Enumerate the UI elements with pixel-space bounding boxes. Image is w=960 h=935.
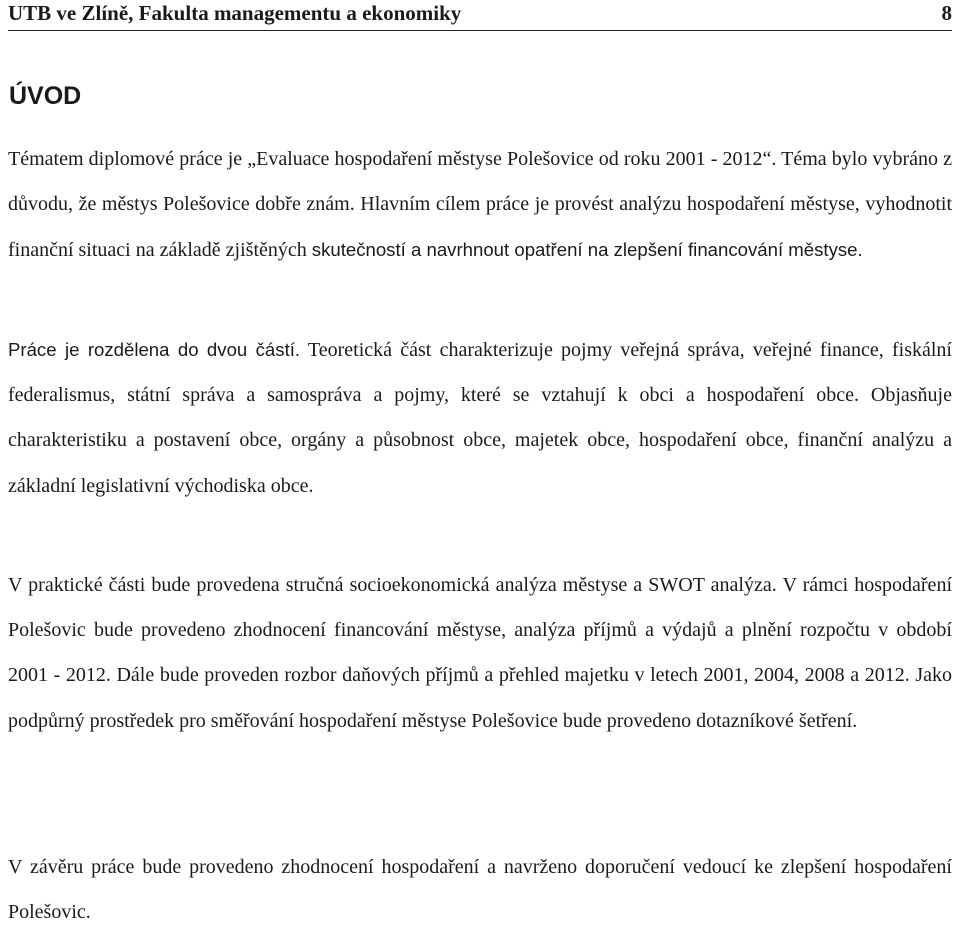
chapter-title: ÚVOD [9, 82, 82, 110]
header-institution: UTB ve Zlíně, Fakulta managementu a ekonomiky [8, 1, 462, 25]
paragraph-conclusion: V závěru práce bude provedeno zhodnocení hospodaření a navrženo doporučení vedoucí ke zlepšení hospodaření Polešovic. [8, 856, 952, 924]
page-header [8, 0, 952, 31]
paragraph-structure [8, 327, 952, 509]
paragraph-practical-part: V praktické části bude provedena stručná socioekonomická analýza městyse a SWOT analýza. V rámci hospodaření Polešovic bude provedeno zhodnocení financování městyse, analýza příjmů a výdajů a plnění rozpočtu v období 2001 - 2012. Dále bude proveden rozbor daňových příjmů a přehled majetku v letech 2001, 2004, 2008 a 2012. Jako podpůrný prostředek pro směřování hospodaření městyse Polešovice bude provedeno dotazníkové šetření. [8, 574, 952, 732]
header-page-number: 8 [941, 1, 952, 25]
paragraph-structure-sans-text: Práce je rozdělena do dvou částí. [8, 339, 301, 360]
paragraph-topic-serif-text: Tématem diplomové práce je „Evaluace hospodaření městyse Polešovice od roku 2001 - 2012“. Téma bylo vybráno z důvodu, že městys Polešovice dobře znám. Hlavním cílem práce je provést analýzu hospodaření městyse, vyhodnotit finanční situaci na základě zjištěných [8, 148, 952, 262]
paragraph-topic [8, 137, 952, 274]
paragraph-topic-sans-text: skutečností a navrhnout opatření na zlepšení financování městyse. [311, 239, 863, 261]
paragraph-structure-serif-text: Teoretická část charakterizuje pojmy veřejná správa, veřejné finance, fiskální federalismus, státní správa a samospráva a pojmy, které se vztahují k obci a hospodaření obce. Objasňuje charakteristiku a postavení obce, orgány a působnost obce, majetek obce, hospodaření obce, finanční analýzu a základní legislativní východiska obce. [8, 339, 952, 497]
